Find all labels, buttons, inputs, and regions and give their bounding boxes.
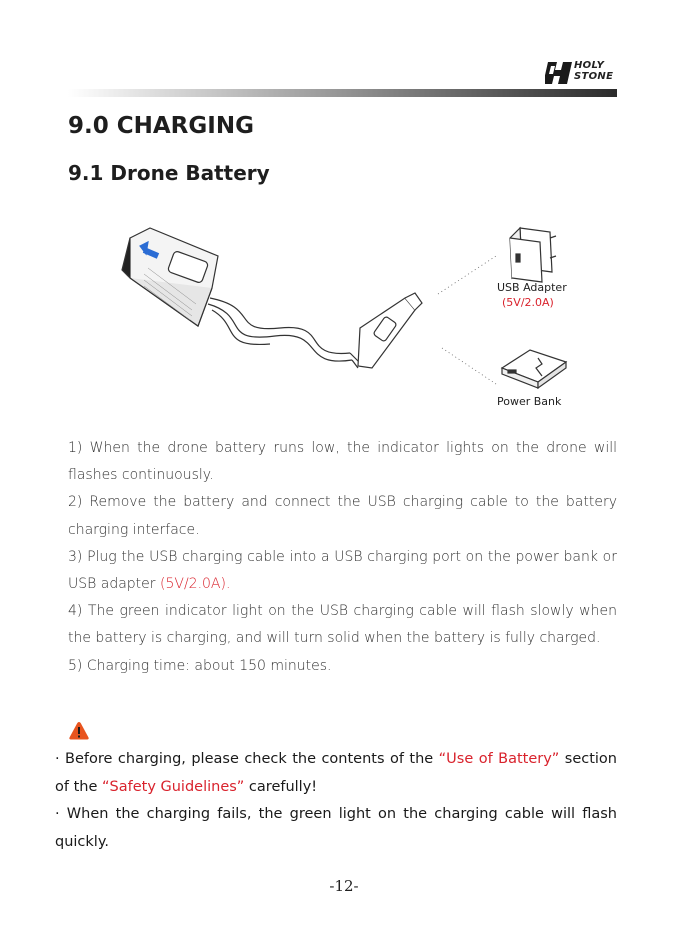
usb-adapter-spec: (5V/2.0A) xyxy=(502,296,554,309)
logo-text-line2: STONE xyxy=(574,71,614,82)
step-3-spec: (5V/2.0A). xyxy=(160,576,231,593)
warning-1-part2: section of the xyxy=(55,751,617,795)
warning-2: · When the charging fails, the green light on the charging cable will flash quickly. xyxy=(55,806,617,850)
charging-illustration xyxy=(100,218,600,418)
step-4: 4) The green indicator light on the USB charging cable will flash slowly when the battery is charging, and will turn solid when the battery is fully charged. xyxy=(68,603,617,647)
warning-triangle-icon xyxy=(68,720,90,742)
power-bank-image xyxy=(502,350,566,388)
page-number: -12- xyxy=(329,877,359,895)
power-bank-label: Power Bank xyxy=(497,395,562,408)
warning-1-ref-battery: “Use of Battery” xyxy=(438,751,560,767)
warning-1-part3: carefully! xyxy=(244,778,318,795)
logo-text-line1: HOLY xyxy=(574,60,605,71)
usb-adapter-image xyxy=(510,228,556,282)
warning-1 xyxy=(55,746,617,801)
step-1: 1) When the drone battery runs low, the indicator lights on the drone will flashes continuously. xyxy=(68,440,617,484)
usb-adapter-label: USB Adapter xyxy=(497,281,567,294)
brand-logo-text xyxy=(574,60,613,82)
subsection-title: 9.1 Drone Battery xyxy=(68,161,270,185)
step-3 xyxy=(68,544,617,598)
step-3-text: 3) Plug the USB charging cable into a USB charging port on the power bank or USB adapter xyxy=(68,548,617,593)
warning-1-part1: · Before charging, please check the contents of the xyxy=(55,751,439,767)
drone-battery-image xyxy=(122,228,218,326)
step-5: 5) Charging time: about 150 minutes. xyxy=(68,657,332,674)
warning-notes xyxy=(55,746,617,856)
warning-1-ref-safety: “Safety Guidelines” xyxy=(102,778,245,795)
step-2: 2) Remove the battery and connect the USB charging cable to the battery charging interface. xyxy=(68,494,617,538)
section-title: 9.0 CHARGING xyxy=(68,113,254,139)
charging-cable-image xyxy=(208,293,422,368)
header-rule xyxy=(68,89,617,97)
charging-steps xyxy=(68,435,617,680)
leader-lines xyxy=(438,256,496,384)
